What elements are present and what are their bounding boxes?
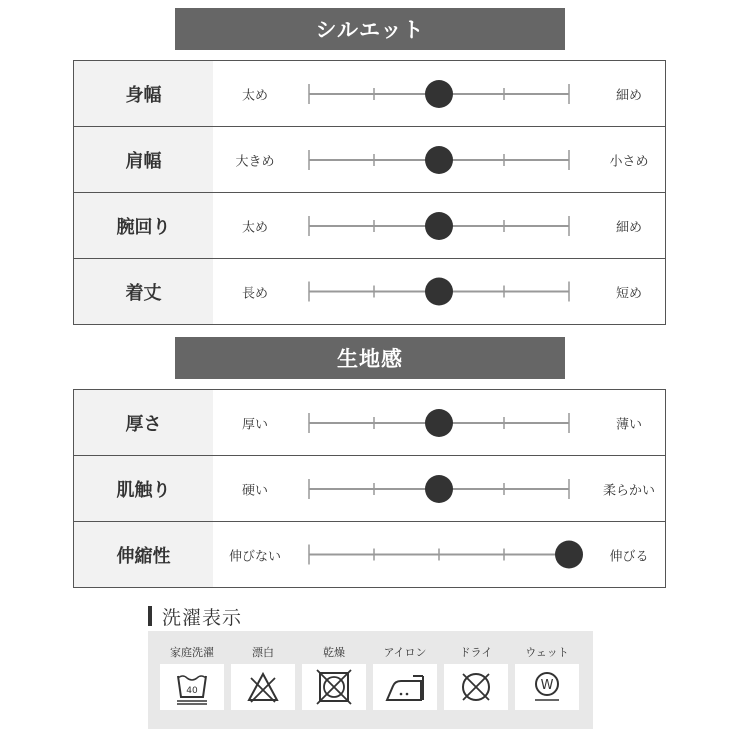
scale-cell bbox=[213, 522, 665, 587]
wet-clean-icon bbox=[515, 664, 579, 710]
scale-indicator-dot bbox=[425, 80, 453, 108]
fabric-row bbox=[74, 390, 665, 456]
care-label: 漂白 bbox=[252, 646, 274, 659]
row-label: 伸縮性 bbox=[74, 522, 213, 587]
row-label: 肌触り bbox=[74, 456, 213, 521]
scale-right-text: 短め bbox=[615, 286, 642, 301]
fabric-row bbox=[74, 456, 665, 522]
row-label: 着丈 bbox=[74, 259, 213, 324]
scale-right-text: 小さめ bbox=[609, 154, 649, 169]
scale-indicator-dot bbox=[425, 278, 453, 306]
no-tumble-dry-icon bbox=[302, 664, 366, 710]
care-symbols-panel bbox=[148, 631, 593, 729]
scale-left-text: 太め bbox=[241, 220, 268, 235]
care-label: 乾燥 bbox=[323, 646, 345, 659]
care-label: アイロン bbox=[383, 646, 427, 659]
row-label: 肩幅 bbox=[74, 127, 213, 192]
care-label: ドライ bbox=[459, 646, 493, 659]
fabric-title: 生地感 bbox=[337, 347, 403, 371]
scale-indicator-dot bbox=[425, 409, 453, 437]
iron-icon bbox=[373, 664, 437, 710]
scale-cell bbox=[213, 259, 665, 324]
silhouette-row bbox=[74, 61, 665, 127]
scale-right-text: 薄い bbox=[615, 417, 642, 432]
scale-left-text: 伸びない bbox=[228, 549, 281, 564]
fabric-row bbox=[74, 522, 665, 587]
silhouette-row bbox=[74, 127, 665, 193]
row-label: 厚さ bbox=[74, 390, 213, 455]
scale-cell bbox=[213, 193, 665, 258]
scale-indicator-dot bbox=[425, 146, 453, 174]
scale-left-text: 太め bbox=[241, 88, 268, 103]
no-dry-clean-icon bbox=[444, 664, 508, 710]
scale-right-text: 細め bbox=[615, 220, 642, 235]
scale-left-text: 大きめ bbox=[235, 154, 275, 169]
care-label: 家庭洗濯 bbox=[170, 646, 214, 659]
row-label: 身幅 bbox=[74, 61, 213, 126]
scale-left-text: 長め bbox=[241, 286, 268, 301]
scale-cell bbox=[213, 456, 665, 521]
scale-cell bbox=[213, 390, 665, 455]
row-label: 腕回り bbox=[74, 193, 213, 258]
care-title-text: 洗濯表示 bbox=[162, 606, 243, 629]
scale-right-text: 細め bbox=[615, 88, 642, 103]
fabric-header bbox=[175, 337, 565, 379]
silhouette-row bbox=[74, 259, 665, 324]
scale-right-text: 柔らかい bbox=[602, 483, 655, 498]
scale-indicator-dot bbox=[425, 475, 453, 503]
scale-indicator-dot bbox=[555, 541, 583, 569]
care-title bbox=[148, 604, 242, 628]
scale-right-text: 伸びる bbox=[609, 549, 649, 564]
silhouette-row bbox=[74, 193, 665, 259]
scale-left-text: 硬い bbox=[241, 483, 268, 498]
silhouette-table bbox=[73, 60, 666, 325]
scale-indicator-dot bbox=[425, 212, 453, 240]
silhouette-title: シルエット bbox=[315, 18, 425, 42]
washtub-40-icon bbox=[160, 664, 224, 710]
wash-temp-text: 40 bbox=[186, 686, 198, 696]
wet-mark-text: W bbox=[540, 678, 554, 693]
fabric-table bbox=[73, 389, 666, 588]
scale-cell bbox=[213, 127, 665, 192]
care-label: ウェット bbox=[525, 646, 569, 659]
silhouette-header bbox=[175, 8, 565, 50]
scale-left-text: 厚い bbox=[241, 417, 268, 432]
scale-cell bbox=[213, 61, 665, 126]
no-bleach-icon bbox=[231, 664, 295, 710]
title-bar-decoration bbox=[148, 606, 152, 626]
